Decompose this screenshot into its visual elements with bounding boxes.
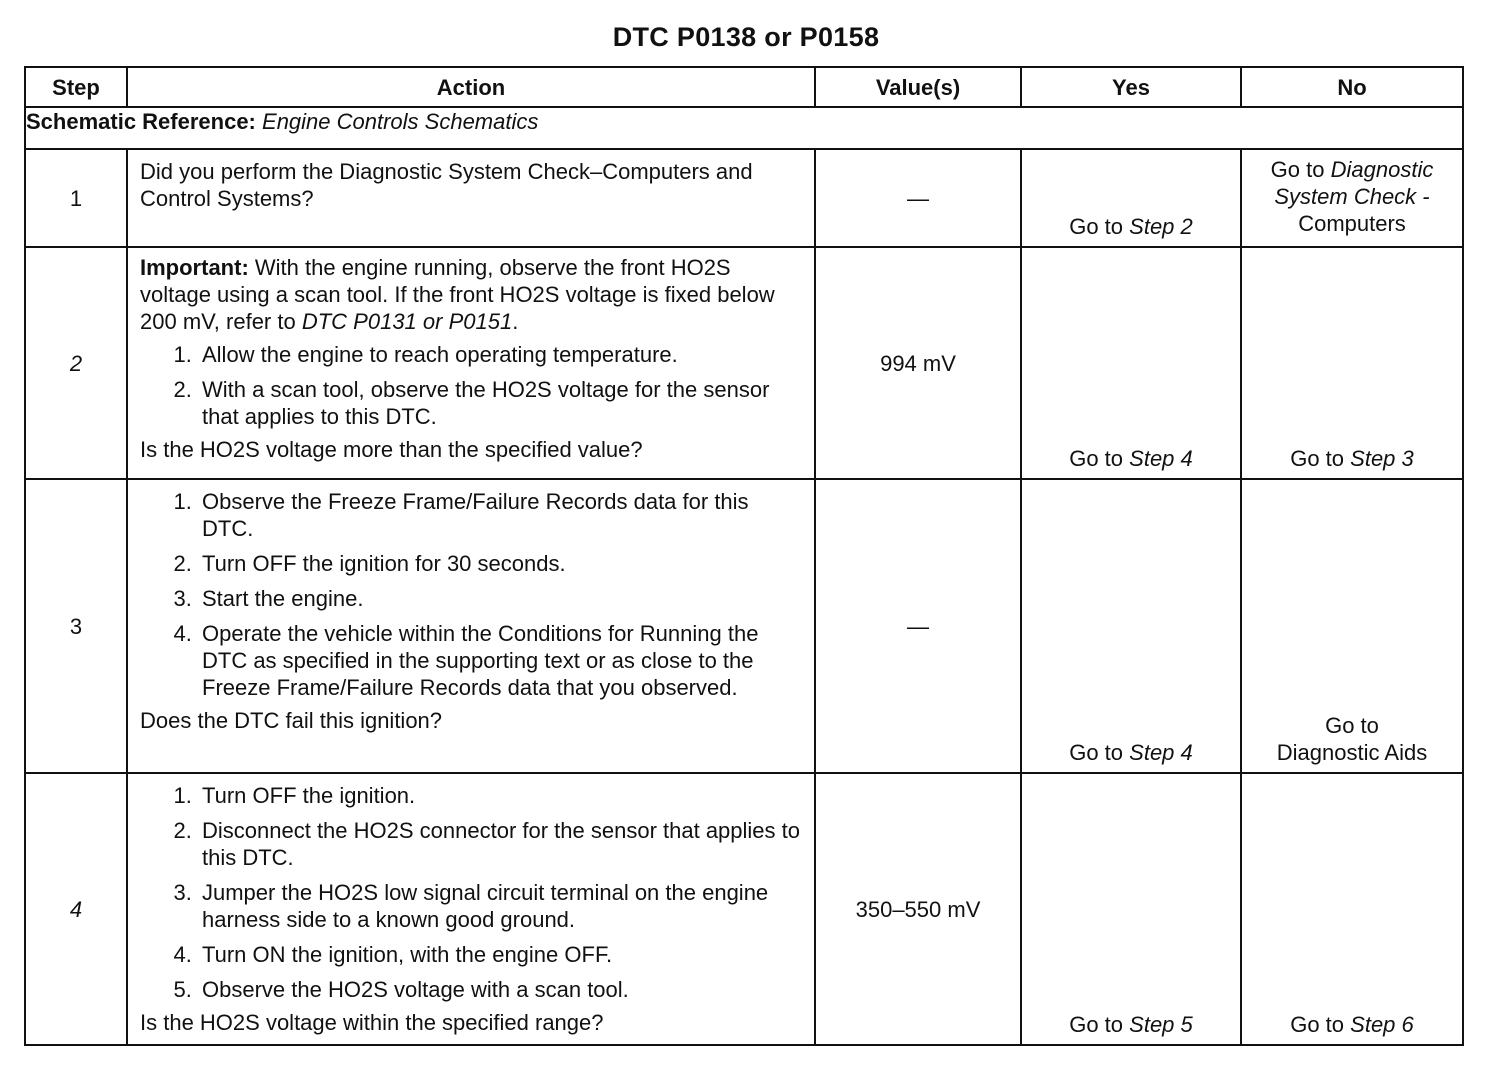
yes-prefix: Go to — [1069, 214, 1124, 239]
important-note — [140, 254, 804, 335]
list-item: 3. Start the engine. — [198, 585, 804, 612]
no-link[interactable]: Step 3 — [1350, 446, 1414, 471]
value-cell: — — [815, 479, 1021, 773]
no-link[interactable]: Step 6 — [1350, 1012, 1414, 1037]
no-prefix: Go to — [1290, 446, 1345, 471]
no-cell — [1241, 479, 1463, 773]
table-row-step-1 — [25, 149, 1463, 247]
no-prefix: Go to — [1290, 1012, 1345, 1037]
list-item: 4. Operate the vehicle within the Conditions for Running the DTC as specified in the supporting text or as close to the Freeze Frame/Failure Records data that you observed. — [198, 620, 804, 701]
yes-cell — [1021, 773, 1241, 1045]
important-end: . — [512, 309, 519, 334]
yes-cell — [1021, 479, 1241, 773]
step-number: 3 — [25, 479, 127, 773]
yes-cell — [1021, 247, 1241, 479]
value-cell: 350–550 mV — [815, 773, 1021, 1045]
action-cell — [127, 773, 815, 1045]
action-question: Did you perform the Diagnostic System Check–Computers and Control Systems? — [140, 159, 753, 211]
procedure-list — [140, 782, 804, 1003]
list-item: 2. Disconnect the HO2S connector for the sensor that applies to this DTC. — [198, 817, 804, 871]
schematic-label: Schematic Reference: — [26, 109, 256, 134]
yes-link[interactable]: Step 2 — [1129, 214, 1193, 239]
procedure-list — [140, 488, 804, 701]
step-number: 4 — [25, 773, 127, 1045]
header-yes: Yes — [1021, 67, 1241, 107]
action-cell — [127, 149, 815, 247]
header-no: No — [1241, 67, 1463, 107]
value-cell: — — [815, 149, 1021, 247]
list-item: 2. Turn OFF the ignition for 30 seconds. — [198, 550, 804, 577]
important-ref-link[interactable]: DTC P0131 or P0151 — [301, 309, 513, 334]
yes-link[interactable]: Step 4 — [1129, 740, 1193, 765]
no-cell — [1241, 773, 1463, 1045]
action-cell — [127, 479, 815, 773]
action-question: Is the HO2S voltage more than the specified value? — [140, 437, 643, 462]
procedure-list — [140, 341, 804, 430]
table-row-step-4 — [25, 773, 1463, 1045]
no-cell — [1241, 247, 1463, 479]
yes-link[interactable]: Step 5 — [1129, 1012, 1193, 1037]
no-prefix: Go to — [1325, 713, 1379, 738]
list-item: 1. Observe the Freeze Frame/Failure Records data for this DTC. — [198, 488, 804, 542]
header-action: Action — [127, 67, 815, 107]
table-row-step-2 — [25, 247, 1463, 479]
schematic-reference-row — [25, 107, 1463, 149]
header-step: Step — [25, 67, 127, 107]
header-values: Value(s) — [815, 67, 1021, 107]
no-prefix: Go to — [1270, 157, 1325, 182]
yes-prefix: Go to — [1069, 446, 1124, 471]
yes-prefix: Go to — [1069, 1012, 1124, 1037]
important-text: With the engine running, observe the front HO2S voltage using a scan tool. If the front HO2S voltage is fixed below 200 mV, refer to — [140, 255, 775, 334]
list-item: 1. Allow the engine to reach operating temperature. — [198, 341, 804, 368]
value-cell: 994 mV — [815, 247, 1021, 479]
diagnostic-table — [24, 66, 1464, 1046]
page-title: DTC P0138 or P0158 — [612, 22, 880, 52]
list-item: 5. Observe the HO2S voltage with a scan tool. — [198, 976, 804, 1003]
action-cell — [127, 247, 815, 479]
list-item: 1. Turn OFF the ignition. — [198, 782, 804, 809]
list-item: 4. Turn ON the ignition, with the engine OFF. — [198, 941, 804, 968]
important-label: Important: — [140, 255, 249, 280]
yes-link[interactable]: Step 4 — [1129, 446, 1193, 471]
action-question: Does the DTC fail this ignition? — [140, 708, 443, 733]
no-link[interactable]: Diagnostic Aids — [1276, 740, 1428, 765]
schematic-ref-link: Engine Controls Schematics — [262, 109, 539, 134]
yes-cell — [1021, 149, 1241, 247]
no-link[interactable]: Diagnostic System Check - — [1274, 157, 1434, 209]
action-question: Is the HO2S voltage within the specified range? — [140, 1010, 604, 1035]
step-number: 1 — [25, 149, 127, 247]
no-suffix: Computers — [1298, 211, 1406, 236]
schematic-reference — [25, 107, 1463, 149]
step-number: 2 — [25, 247, 127, 479]
list-item: 2. With a scan tool, observe the HO2S voltage for the sensor that applies to this DTC. — [198, 376, 804, 430]
list-item: 3. Jumper the HO2S low signal circuit terminal on the engine harness side to a known good ground. — [198, 879, 804, 933]
no-cell — [1241, 149, 1463, 247]
table-row-step-3 — [25, 479, 1463, 773]
header-row — [25, 67, 1463, 107]
yes-prefix: Go to — [1069, 740, 1124, 765]
